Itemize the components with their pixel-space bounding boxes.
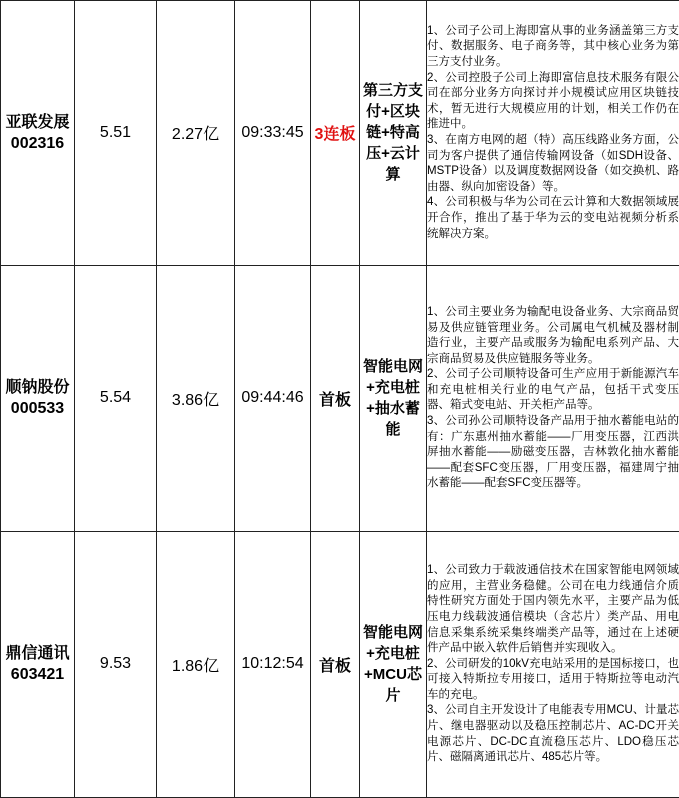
description-item: 3、公司孙公司顺特设备产品用于抽水蓄能电站的有：广东惠州抽水蓄能——厂用变压器，江西洪屏抽水蓄能——励磁变压器，吉林敦化抽水蓄能——配套SFC变压器，厂用变压器，福建周宁抽水蓄能——配套SFC变压器等。 [427, 415, 679, 490]
amount-cell: 2.27亿 [157, 1, 235, 266]
time-cell: 09:44:46 [235, 265, 311, 531]
stock-code: 000533 [10, 400, 65, 418]
board-cell: 首板 [311, 531, 360, 797]
description-item: 2、公司子公司顺特设备可生产应用于新能源汽车和充电桩相关行业的电气产品，包括干式变压器、箱式变电站、开关柜产品等。 [427, 368, 679, 412]
board-cell: 3连板 [311, 1, 360, 266]
table-row [1, 265, 679, 531]
price-cell: 5.54 [75, 265, 157, 531]
description-cell [427, 1, 679, 266]
amount-cell: 1.86亿 [157, 531, 235, 797]
time-cell: 09:33:45 [235, 1, 311, 266]
stock-name: 顺钠股份 [5, 379, 70, 397]
table-row [1, 531, 679, 797]
description-item: 2、公司控股子公司上海即富信息技术服务有限公司在部分业务方向探讨并小规模试应用区块链技术，暂无进行大规模应用的计划，相关工作仍在推进中。 [427, 71, 679, 131]
board-cell: 首板 [311, 265, 360, 531]
stock-name-cell [1, 265, 75, 531]
description-item: 3、公司自主开发设计了电能表专用MCU、计量芯片、继电器驱动以及稳压控制芯片、AC-DC开关电源芯片、DC-DC直流稳压芯片、LDO稳压芯片、磁隔离通讯芯片、485芯片等。 [427, 704, 679, 764]
price-cell: 5.51 [75, 1, 157, 266]
topic-cell: 智能电网+充电桩+抽水蓄能 [360, 265, 427, 531]
description-cell [427, 531, 679, 797]
description-item: 1、公司子公司上海即富从事的业务涵盖第三方支付、数据服务、电子商务等，其中核心业务为第三方支付业务。 [427, 24, 679, 69]
description-item: 1、公司主要业务为输配电设备业务、大宗商品贸易及供应链管理业务。公司属电气机械及器材制造行业，主要产品或服务为输配电系列产品、大宗商品贸易及供应链服务等业务。 [427, 305, 679, 365]
time-cell: 10:12:54 [235, 531, 311, 797]
stock-code: 002316 [10, 134, 65, 152]
stock-name-cell [1, 1, 75, 266]
table-row [1, 1, 679, 266]
description-item: 4、公司积极与华为公司在云计算和大数据领域展开合作，推出了基于华为云的变电站视频分析系统解决方案。 [427, 196, 679, 240]
stock-name: 鼎信通讯 [5, 645, 70, 663]
description-item: 3、在南方电网的超（特）高压线路业务方面，公司为客户提供了通信传输网设备（如SDH设备、MSTP设备）以及调度数据网设备（如交换机、路由器、纵向加密设备）等。 [427, 133, 679, 193]
topic-cell: 第三方支付+区块链+特高压+云计算 [360, 1, 427, 266]
description-cell [427, 265, 679, 531]
stock-name: 亚联发展 [5, 113, 70, 131]
amount-cell: 3.86亿 [157, 265, 235, 531]
stock-name-cell [1, 531, 75, 797]
description-item: 1、公司致力于载波通信技术在国家智能电网领域的应用，主营业务稳健。公司在电力线通信介质特性研究方面处于国内领先水平，主要产品为低压电力线载波通信模块（含芯片）类产品、用电信息采集系统采集终端类产品等，通过在上述硬件产品中嵌入软件后销售并实现收入。 [427, 564, 679, 655]
stock-code: 603421 [10, 666, 65, 684]
description-item: 2、公司研发的10kV充电站采用的是国标接口，也可接入特斯拉专用接口，适用于特斯拉等电动汽车的充电。 [427, 657, 679, 701]
topic-cell: 智能电网+充电桩+MCU芯片 [360, 531, 427, 797]
price-cell: 9.53 [75, 531, 157, 797]
